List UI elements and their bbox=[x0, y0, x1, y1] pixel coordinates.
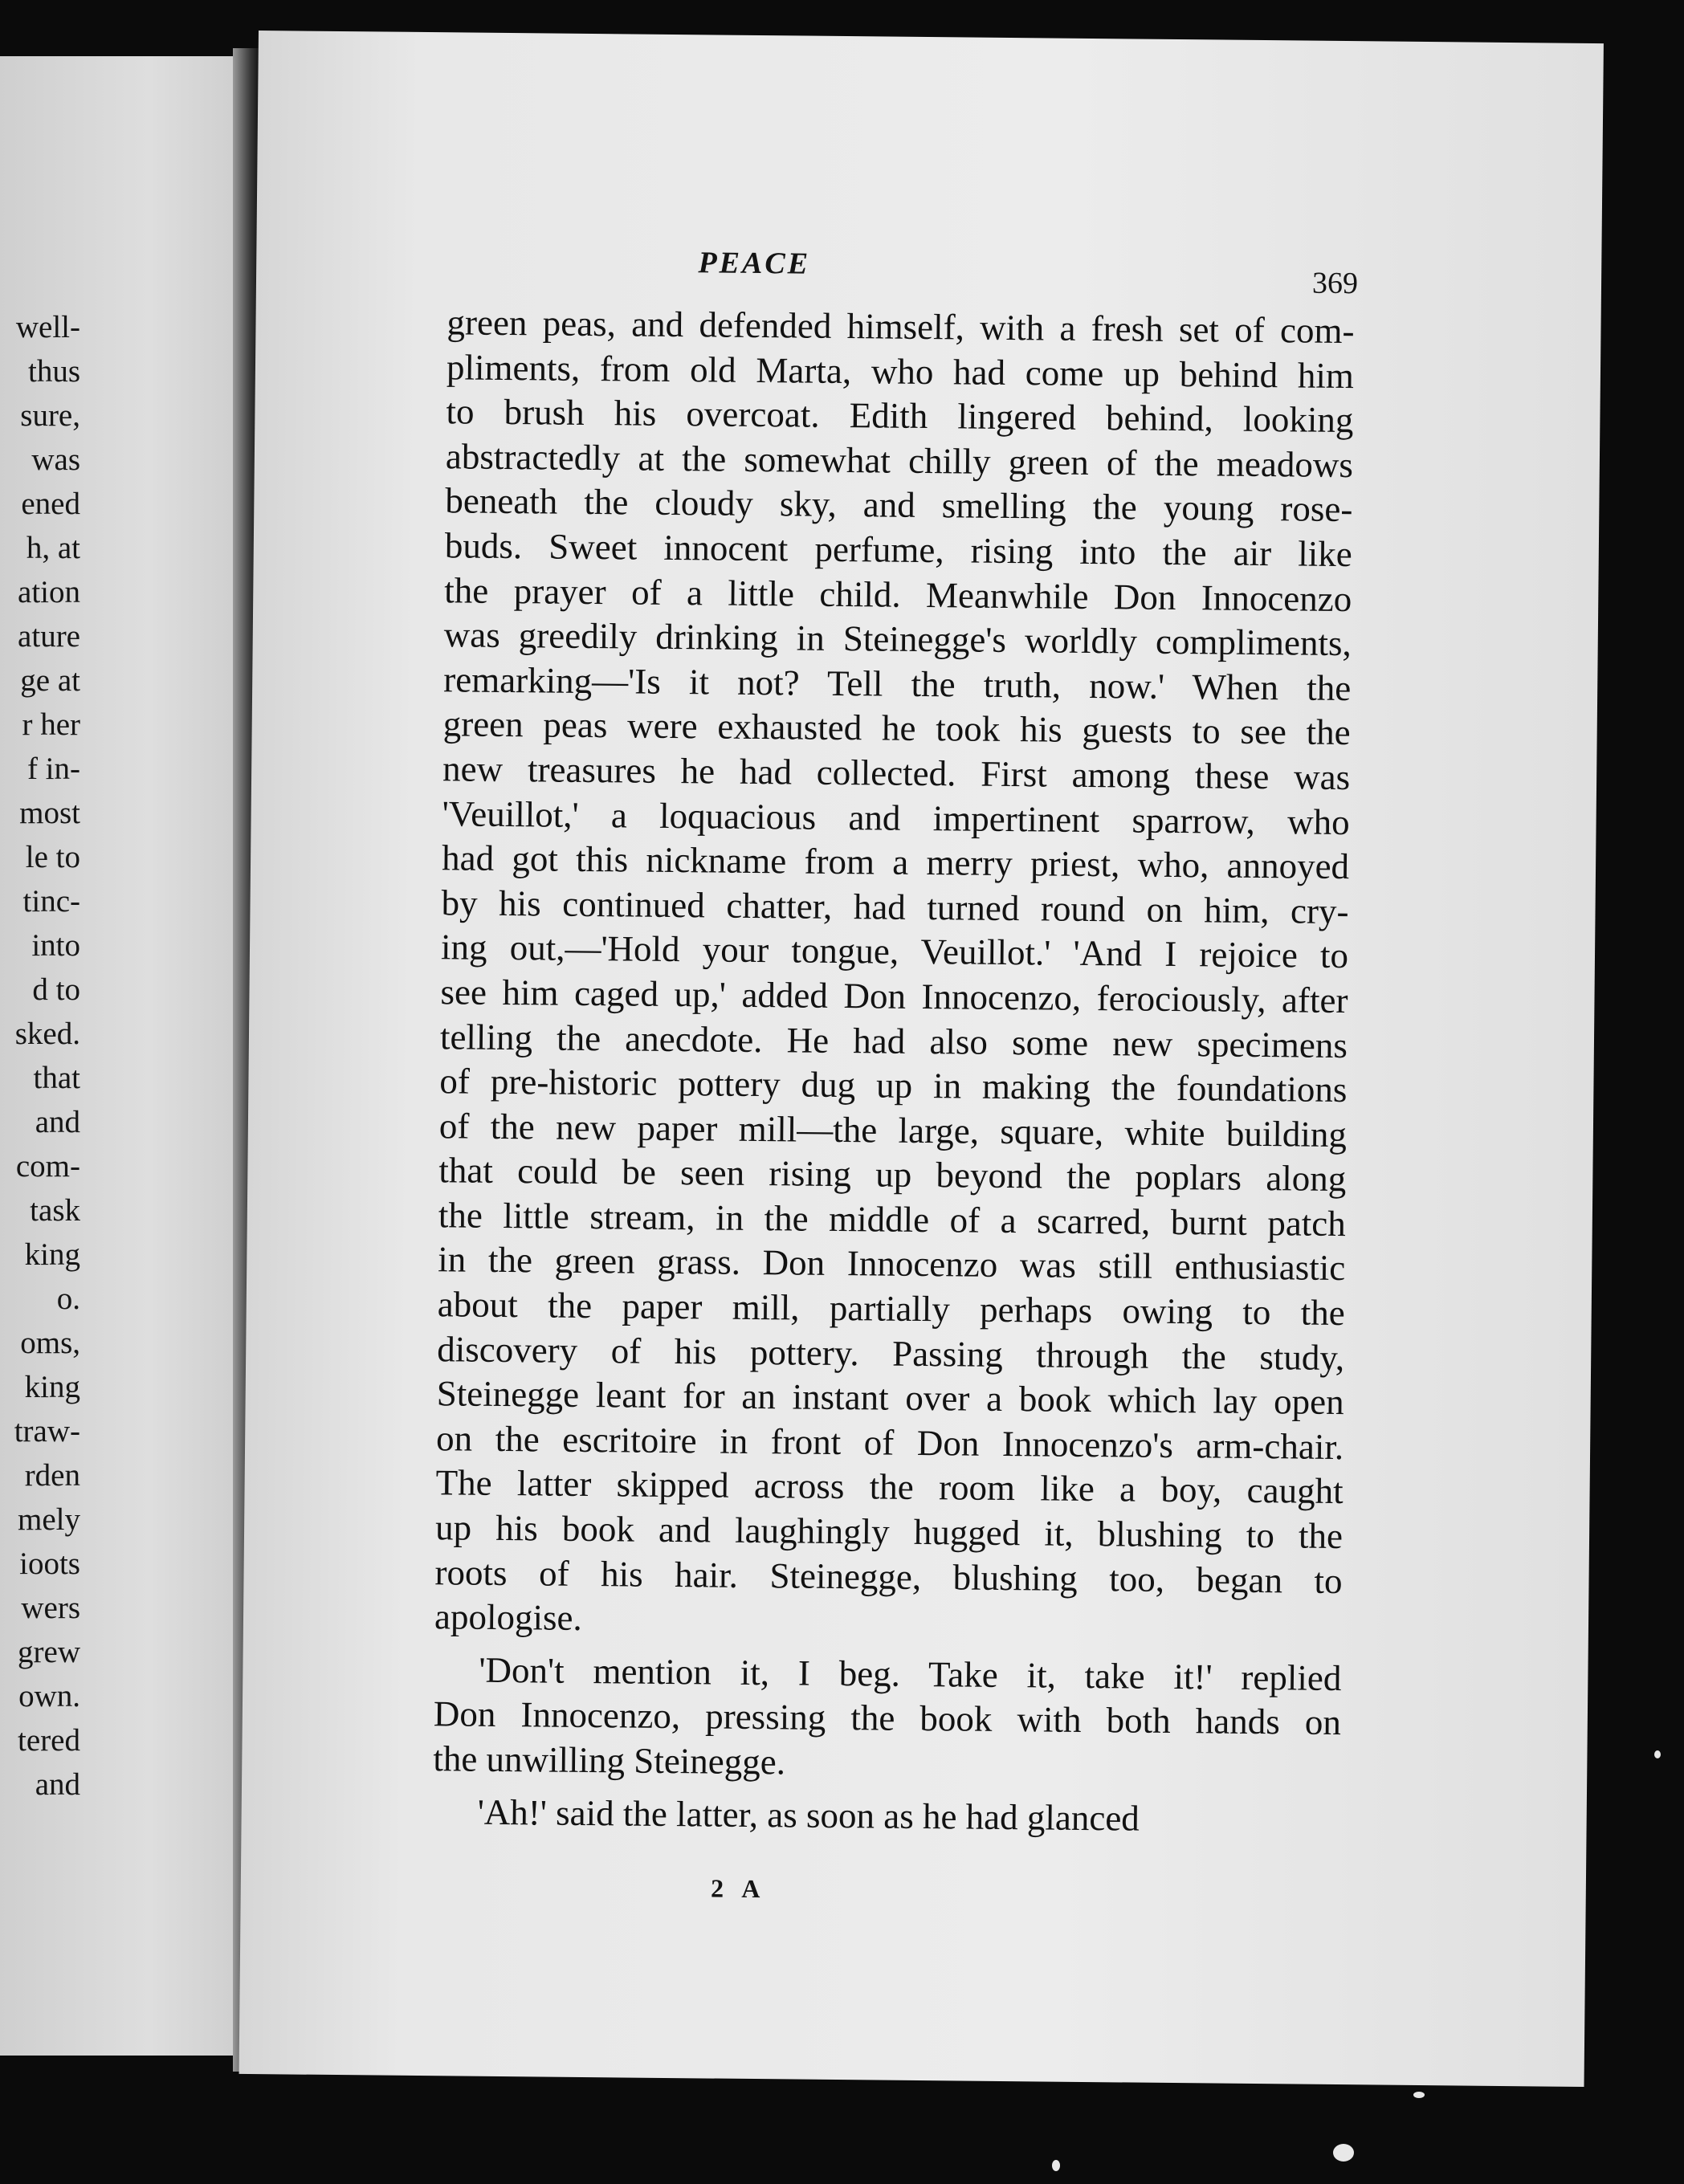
text-line: of the new paper mill—the large, square, white building bbox=[438, 1105, 1348, 1155]
text-line: had got this nickname from a merry priest, who, annoyed bbox=[441, 837, 1350, 887]
text-line: by his continued chatter, had turned round on him, cry- bbox=[441, 882, 1349, 931]
scan-speck bbox=[1654, 1750, 1661, 1758]
previous-page-line-fragment: task bbox=[30, 1193, 80, 1228]
previous-page-line-fragment: ened bbox=[21, 487, 80, 521]
previous-page-line-fragment: com- bbox=[15, 1149, 80, 1184]
printer-signature-mark: 2 A bbox=[710, 1873, 767, 1904]
text-line: abstractedly at the somewhat chilly green of the meadows bbox=[445, 436, 1354, 485]
text-line: Don Innocenzo, pressing the book with both hands on bbox=[433, 1693, 1342, 1743]
current-page bbox=[239, 31, 1604, 2087]
text-line: green peas were exhausted he took his guests to see the bbox=[442, 703, 1351, 753]
scan-speck bbox=[1413, 2092, 1425, 2098]
previous-page-line-fragment: tinc- bbox=[22, 884, 80, 919]
previous-page-line-fragment: ature bbox=[18, 619, 80, 654]
text-line: was greedily drinking in Steinegge's worldly compliments, bbox=[443, 614, 1352, 664]
text-line: discovery of his pottery. Passing through the study, bbox=[437, 1328, 1345, 1378]
page-body-text bbox=[432, 300, 1354, 1843]
text-line: the unwilling Steinegge. bbox=[433, 1738, 786, 1783]
scan-speck bbox=[1052, 2160, 1060, 2171]
text-line: Steinegge leant for an instant over a book which lay open bbox=[436, 1373, 1344, 1423]
running-head: PEACE bbox=[698, 246, 811, 281]
text-line: buds. Sweet innocent perfume, rising into the air like bbox=[444, 525, 1353, 575]
previous-page-line-fragment: most bbox=[19, 796, 80, 830]
text-line: green peas, and defended himself, with a fresh set of com- bbox=[446, 302, 1355, 352]
text-line: see him caged up,' added Don Innocenzo, ferociously, after bbox=[440, 972, 1348, 1021]
previous-page-line-fragment: sked. bbox=[14, 1017, 80, 1051]
previous-page-line-fragment: r her bbox=[22, 707, 80, 742]
text-line: up his book and laughingly hugged it, blushing to the bbox=[434, 1507, 1344, 1557]
text-line: that could be seen rising up beyond the poplars along bbox=[438, 1150, 1347, 1200]
previous-page-line-fragment: mely bbox=[18, 1502, 80, 1537]
text-line: about the paper mill, partially perhaps owing to the bbox=[437, 1284, 1345, 1334]
previous-page-line-fragment: le to bbox=[25, 840, 80, 874]
previous-page-line-fragment: and bbox=[35, 1105, 80, 1139]
text-line: pliments, from old Marta, who had come up behind him bbox=[446, 346, 1355, 396]
previous-page-line-fragment: thus bbox=[27, 354, 80, 389]
text-line: the prayer of a little child. Meanwhile Don Innocenzo bbox=[444, 569, 1352, 619]
previous-page-line-fragment: ge at bbox=[20, 663, 80, 698]
previous-page-line-fragment: rden bbox=[24, 1458, 80, 1493]
previous-page-line-fragment: king bbox=[24, 1237, 80, 1272]
text-line: remarking—'Is it not? Tell the truth, now.' When the bbox=[443, 658, 1352, 708]
text-line: 'Ah!' said the latter, as soon as he had glanced bbox=[477, 1791, 1140, 1839]
text-line: the little stream, in the middle of a scarred, burnt patch bbox=[438, 1195, 1347, 1244]
text-line: to brush his overcoat. Edith lingered behind, looking bbox=[446, 391, 1354, 441]
previous-page-line-fragment: traw- bbox=[14, 1414, 80, 1449]
previous-page-line-fragment: and bbox=[35, 1767, 80, 1802]
text-line: The latter skipped across the room like a boy, caught bbox=[435, 1462, 1344, 1512]
scan-speck bbox=[1333, 2144, 1354, 2162]
previous-page-line-fragment: king bbox=[24, 1370, 80, 1404]
text-line: 'Don't mention it, I beg. Take it, take it!' replied bbox=[479, 1649, 1342, 1698]
previous-page-line-fragment: own. bbox=[18, 1679, 80, 1713]
text-line: ing out,—'Hold your tongue, Veuillot.' 'And I rejoice to bbox=[440, 927, 1349, 976]
previous-page-line-fragment: into bbox=[31, 928, 80, 963]
previous-page-line-fragment: f in- bbox=[27, 752, 80, 786]
previous-page-line-fragment: wers bbox=[21, 1591, 80, 1625]
previous-page-line-fragment: oms, bbox=[20, 1326, 80, 1360]
previous-page-line-fragment: tered bbox=[18, 1723, 80, 1758]
previous-page-line-fragment: o. bbox=[56, 1281, 80, 1316]
previous-page-line-fragment: h, at bbox=[26, 531, 80, 565]
previous-page-line-fragment: d to bbox=[32, 972, 80, 1007]
previous-page-line-ends bbox=[0, 305, 80, 1807]
previous-page-line-fragment: ation bbox=[18, 575, 80, 609]
page-number: 369 bbox=[1311, 266, 1359, 301]
text-line: roots of his hair. Steinegge, blushing too, began to bbox=[434, 1551, 1343, 1601]
text-line: apologise. bbox=[434, 1596, 582, 1639]
text-line: of pre-historic pottery dug up in making the foundations bbox=[439, 1061, 1348, 1110]
text-line: telling the anecdote. He had also some new specimens bbox=[439, 1016, 1348, 1066]
previous-page-line-fragment: ioots bbox=[19, 1546, 80, 1581]
text-line: beneath the cloudy sky, and smelling the young rose- bbox=[445, 480, 1353, 530]
previous-page-line-fragment: was bbox=[31, 442, 80, 477]
text-line: new treasures he had collected. First among these was bbox=[442, 748, 1351, 798]
previous-page-line-fragment: that bbox=[33, 1061, 80, 1095]
previous-page-line-fragment: sure, bbox=[20, 398, 80, 433]
previous-page-line-fragment: well- bbox=[15, 310, 80, 344]
text-line: on the escritoire in front of Don Innocenzo's arm-chair. bbox=[435, 1418, 1344, 1467]
previous-page-line-fragment: grew bbox=[18, 1635, 80, 1669]
text-line: in the green grass. Don Innocenzo was still enthusiastic bbox=[438, 1239, 1346, 1289]
text-line: 'Veuillot,' a loquacious and impertinent sparrow, who bbox=[442, 793, 1350, 842]
previous-page bbox=[0, 56, 249, 2056]
